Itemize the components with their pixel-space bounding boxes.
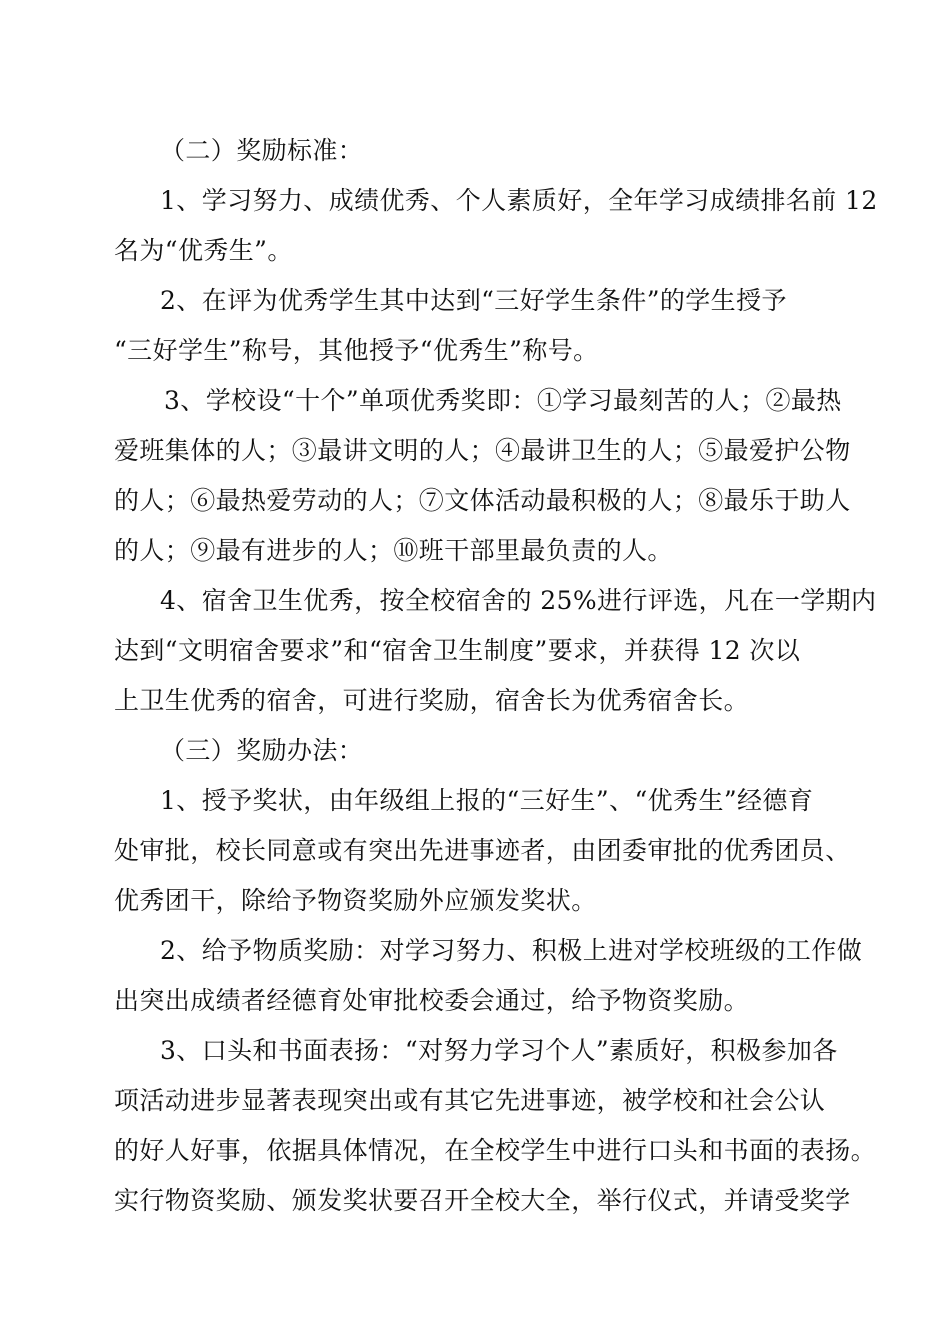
paragraph-line: 项活动进步显著表现突出或有其它先进事迹，被学校和社会公认 xyxy=(114,1086,826,1115)
paragraph-line: 3、学校设“十个”单项优秀奖即：①学习最刻苦的人；②最热 xyxy=(164,386,842,415)
paragraph-line: 3、口头和书面表扬：“对努力学习个人”素质好，积极参加各 xyxy=(160,1036,838,1065)
paragraph-line: 出突出成绩者经德育处审批校委会通过，给予物资奖励。 xyxy=(114,986,750,1015)
paragraph-line: 2、给予物质奖励：对学习努力、积极上进对学校班级的工作做 xyxy=(160,936,863,965)
paragraph-line: 1、授予奖状，由年级组上报的“三好生”、“优秀生”经德育 xyxy=(160,786,814,815)
section-heading-methods: （三）奖励办法： xyxy=(160,736,364,765)
paragraph-line: 1、学习努力、成绩优秀、个人素质好，全年学习成绩排名前 12 xyxy=(160,186,878,215)
paragraph-line: 处审批，校长同意或有突出先进事迹者，由团委审批的优秀团员、 xyxy=(114,836,851,865)
paragraph-line: 4、宿舍卫生优秀，按全校宿舍的 25%进行评选，凡在一学期内 xyxy=(160,586,877,615)
paragraph-line: “三好学生”称号，其他授予“优秀生”称号。 xyxy=(114,336,599,365)
paragraph-line: 的人；⑨最有进步的人；⑩班干部里最负责的人。 xyxy=(114,536,673,565)
section-heading-standards: （二）奖励标准： xyxy=(160,136,364,165)
paragraph-line: 达到“文明宿舍要求”和“宿舍卫生制度”要求，并获得 12 次以 xyxy=(114,636,801,665)
paragraph-line: 爱班集体的人；③最讲文明的人；④最讲卫生的人；⑤最爱护公物 xyxy=(114,436,851,465)
paragraph-line: 上卫生优秀的宿舍，可进行奖励，宿舍长为优秀宿舍长。 xyxy=(114,686,750,715)
paragraph-line: 实行物资奖励、颁发奖状要召开全校大全，举行仪式，并请受奖学 xyxy=(114,1186,851,1215)
paragraph-line: 名为“优秀生”。 xyxy=(114,236,293,265)
paragraph-line: 的人；⑥最热爱劳动的人；⑦文体活动最积极的人；⑧最乐于助人 xyxy=(114,486,851,515)
paragraph-line: 的好人好事，依据具体情况，在全校学生中进行口头和书面的表扬。 xyxy=(114,1136,877,1165)
paragraph-line: 2、在评为优秀学生其中达到“三好学生条件”的学生授予 xyxy=(160,286,787,315)
paragraph-line: 优秀团干，除给予物资奖励外应颁发奖状。 xyxy=(114,886,597,915)
